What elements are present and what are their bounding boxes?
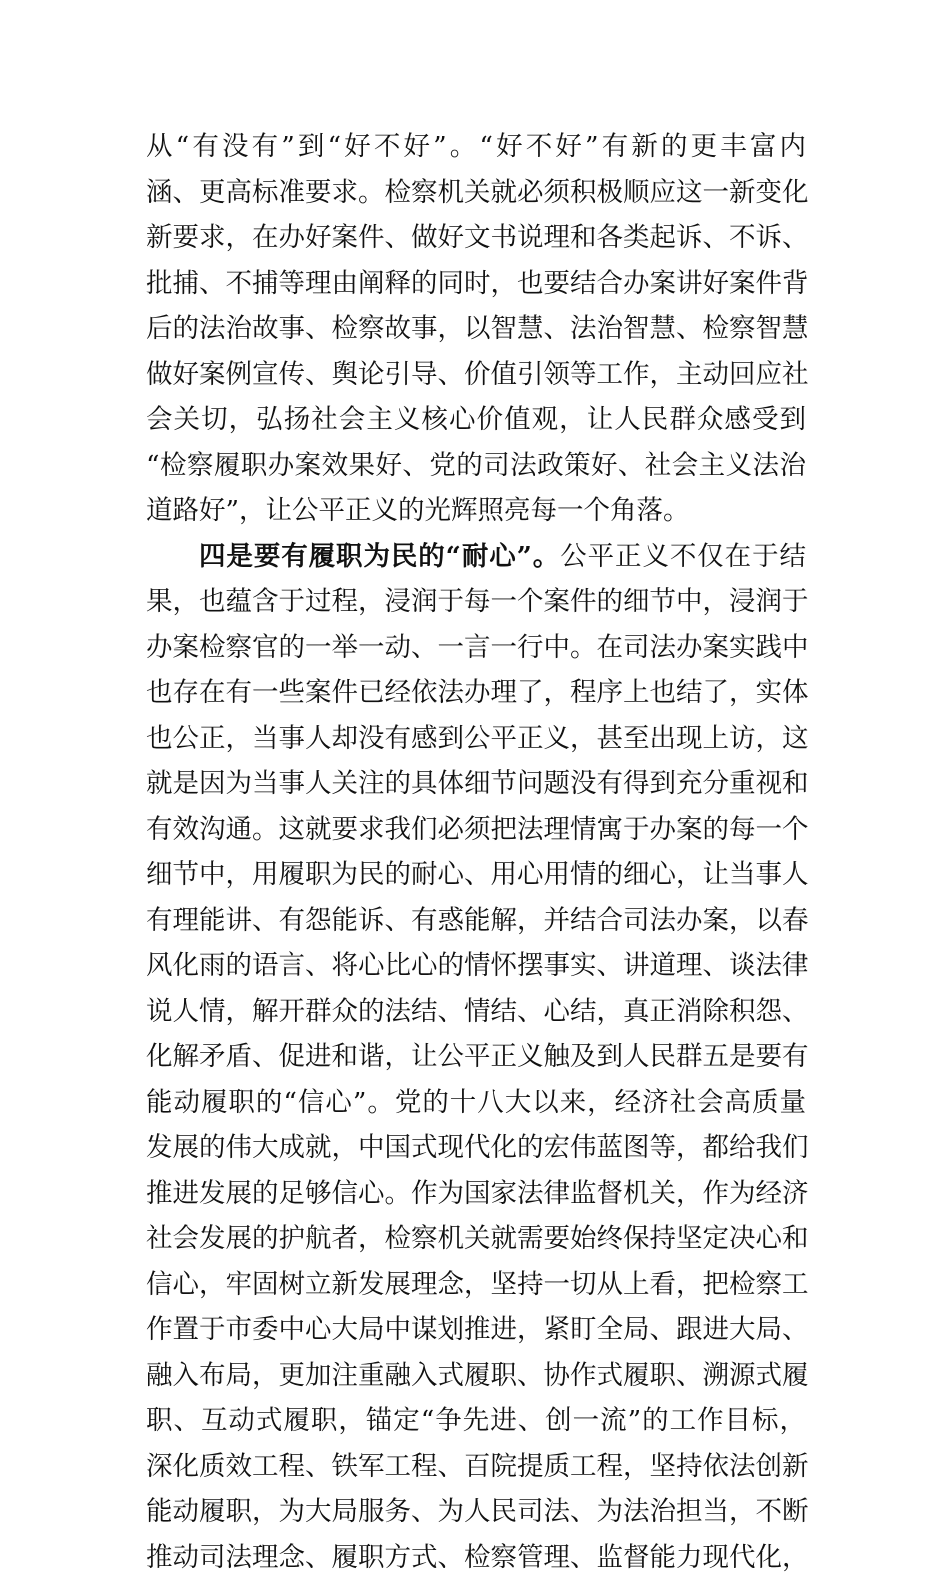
text-line: 推进发展的足够信心。作为国家法律监督机关，作为经济 [146, 1171, 806, 1217]
text-line: 也存在有一些案件已经依法办理了，程序上也结了，实体 [146, 670, 806, 716]
text-line: 批捕、不捕等理由阐释的同时，也要结合办案讲好案件背 [146, 261, 806, 307]
text-line: 果，也蕴含于过程，浸润于每一个案件的细节中，浸润于 [146, 579, 806, 625]
text-line: 作置于市委中心大局中谋划推进，紧盯全局、跟进大局、 [146, 1307, 806, 1353]
paragraph-2 [146, 534, 806, 1580]
text-line: 融入布局，更加注重融入式履职、协作式履职、溯源式履 [146, 1353, 806, 1399]
text-line: 深化质效工程、铁军工程、百院提质工程，坚持依法创新 [146, 1444, 806, 1490]
text-line: 道路好”，让公平正义的光辉照亮每一个角落。 [146, 488, 806, 534]
text-line: 推动司法理念、履职方式、检察管理、监督能力现代化， [146, 1535, 806, 1580]
text-line: 能动履职，为大局服务、为人民司法、为法治担当，不断 [146, 1489, 806, 1535]
text-line: 后的法治故事、检察故事，以智慧、法治智慧、检察智慧 [146, 306, 806, 352]
text-line: 职、互动式履职，锚定“争先进、创一流”的工作目标， [146, 1398, 806, 1444]
text-line: 涵、更高标准要求。检察机关就必须积极顺应这一新变化 [146, 170, 806, 216]
text-line: 新要求，在办好案件、做好文书说理和各类起诉、不诉、 [146, 215, 806, 261]
text-line: 说人情，解开群众的法结、情结、心结，真正消除积怨、 [146, 989, 806, 1035]
text-line: 办案检察官的一举一动、一言一行中。在司法办案实践中 [146, 625, 806, 671]
text-line: 会关切，弘扬社会主义核心价值观，让人民群众感受到 [146, 397, 806, 443]
text-line: 能动履职的“信心”。党的十八大以来，经济社会高质量 [146, 1080, 806, 1126]
document-body [146, 124, 806, 1580]
first-line-text: 公平正义不仅在于结 [560, 541, 806, 572]
text-line: 化解矛盾、促进和谐，让公平正义触及到人民群五是要有 [146, 1034, 806, 1080]
text-line: 有效沟通。这就要求我们必须把法理情寓于办案的每一个 [146, 807, 806, 853]
text-line: 风化雨的语言、将心比心的情怀摆事实、讲道理、谈法律 [146, 943, 806, 989]
text-line: 社会发展的护航者，检察机关就需要始终保持坚定决心和 [146, 1216, 806, 1262]
text-line: “检察履职办案效果好、党的司法政策好、社会主义法治 [146, 443, 806, 489]
text-line: 也公正，当事人却没有感到公平正义，甚至出现上访，这 [146, 716, 806, 762]
paragraph-1 [146, 124, 806, 534]
text-line: 信心，牢固树立新发展理念，坚持一切从上看，把检察工 [146, 1262, 806, 1308]
paragraph-first-line [146, 534, 806, 580]
text-line: 细节中，用履职为民的耐心、用心用情的细心，让当事人 [146, 852, 806, 898]
text-line: 发展的伟大成就，中国式现代化的宏伟蓝图等，都给我们 [146, 1125, 806, 1171]
text-line: 从“有没有”到“好不好”。“好不好”有新的更丰富内 [146, 124, 806, 170]
text-line: 做好案例宣传、舆论引导、价值引领等工作，主动回应社 [146, 352, 806, 398]
section-heading: 四是要有履职为民的“耐心”。 [199, 541, 560, 572]
text-line: 有理能讲、有怨能诉、有惑能解，并结合司法办案，以春 [146, 898, 806, 944]
text-line: 就是因为当事人关注的具体细节问题没有得到充分重视和 [146, 761, 806, 807]
